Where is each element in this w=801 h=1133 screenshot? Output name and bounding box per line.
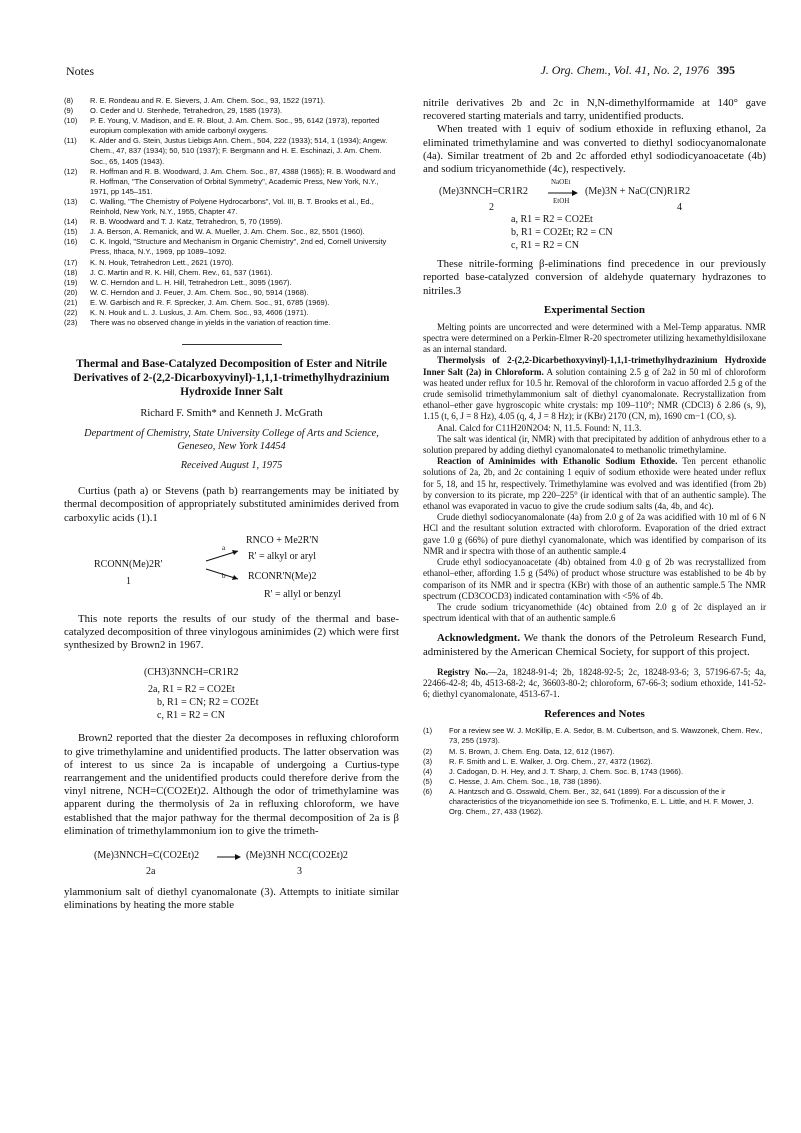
eq4-products: (Me)3N + NaC(CN)R1R2 [585, 186, 691, 198]
structure-2b: b, R1 = CN; R2 = CO2Et [157, 697, 259, 709]
reference-item [64, 106, 399, 116]
running-head-journal [540, 63, 735, 78]
eq3-label-2a: 2a [146, 866, 156, 877]
structure-2c: c, R1 = R2 = CN [157, 710, 225, 722]
reference-item [64, 318, 399, 328]
eq4-reactant: (Me)3NNCH=CR1R2 [439, 186, 528, 198]
reference-item [64, 136, 399, 166]
reference-item [64, 288, 399, 298]
reference-text: K. N. Houk and L. J. Luskus, J. Am. Chem. Soc., 93, 4606 (1971). [90, 307, 309, 317]
eq4-label-4: 4 [677, 202, 682, 214]
eq4-label-2: 2 [489, 202, 494, 214]
reference-number: (5) [423, 776, 433, 786]
reference-number: (3) [423, 756, 433, 766]
reference-text: M. S. Brown, J. Chem. Eng. Data, 12, 612 (1967). [449, 746, 615, 756]
bottom-reference-list [423, 726, 766, 817]
reference-text: K. Alder and G. Stein, Justus Liebigs Ann. Chem., 504, 222 (1933); 514, 1 (1934); Angew. Chem., 47, 837 (1934); 50, 510 (1937); F. Bergmann and H. E. Eschinazi, J. Am. Chem. Soc., 65, 1405 (1943). [90, 136, 388, 166]
reference-item [64, 308, 399, 318]
reference-item [423, 767, 766, 777]
reference-text: J. A. Berson, A. Remanick, and W. A. Mueller, J. Am. Chem. Soc., 82, 5501 (1960). [90, 227, 365, 237]
reference-item [64, 96, 399, 106]
reference-text: E. W. Garbisch and R. F. Sprecker, J. Am. Chem. Soc., 91, 6785 (1969). [90, 297, 330, 307]
exp-paragraph-thermolysis [423, 355, 766, 422]
right-column [423, 97, 766, 817]
reference-number: (17) [64, 257, 78, 267]
path-a-label: a [222, 543, 226, 552]
reference-number: (16) [64, 237, 78, 247]
exp-paragraph-4b: Crude ethyl sodiocyanoacetate (4b) obtained from 4.0 g of 2b was recrystallized from ethanol–ether, affording 1.5 g (54%) of product whose structure was established to be 4b by comparison of its NMR and ir spectra (KBr) with those of an authentic sample.5 The NMR spectrum (CD3COCD3) indicated contamination with <5% of 4b. [423, 557, 766, 601]
reference-number: (10) [64, 116, 78, 126]
exp-paragraph-4c: The crude sodium tricyanomethide (4c) obtained from 2.0 g of 2c displayed an ir spectrum identical with that of an authentic sample.6 [423, 601, 766, 624]
reference-text: C. K. Ingold, "Structure and Mechanism in Organic Chemistry", 2nd ed, Cornell University Press, Ithaca, N.Y., 1969, pp 1089–1092. [90, 237, 387, 257]
reference-number: (12) [64, 166, 78, 176]
registry-numbers [423, 667, 766, 701]
eq4-solvent: EtOH [553, 197, 570, 206]
reference-number: (2) [423, 746, 433, 756]
reference-number: (1) [423, 726, 433, 736]
scheme1-label: 1 [126, 575, 131, 587]
reference-text: C. Hesse, J. Am. Chem. Soc., 18, 738 (1896). [449, 776, 602, 786]
reference-text: There was no observed change in yields in the variation of reaction time. [90, 318, 331, 328]
reference-number: (23) [64, 318, 78, 328]
reference-text: R. B. Woodward and T. J. Katz, Tetrahedron, 5, 70 (1959). [90, 217, 283, 227]
reference-text: J. Cadogan, D. H. Hey, and J. T. Sharp, J. Chem. Soc. B, 1743 (1966). [449, 766, 684, 776]
top-reference-list [64, 96, 399, 328]
left-column [64, 96, 399, 912]
reference-number: (15) [64, 227, 78, 237]
eq4-variant-a: a, R1 = R2 = CO2Et [511, 214, 593, 226]
article-title: Thermal and Base-Catalyzed Decomposition of Ester and Nitrile Derivatives of 2-(2,2-Dicarboxyvinyl)-1,1,1-trimethylhydrazinium Hydroxide Inner Salt [73, 358, 390, 399]
paragraph-nitrile: nitrile derivatives 2b and 2c in N,N-dimethylformamide at 140° gave recovered starting materials and tarry, unidentified products. [423, 97, 766, 123]
reference-text: J. C. Martin and R. K. Hill, Chem. Rev., 61, 537 (1961). [90, 267, 273, 277]
reference-text: R. Hoffman and R. B. Woodward, J. Am. Chem. Soc., 87, 4388 (1965); R. B. Woodward and R. Hoffman, "The Conservation of Orbital Symmetry", Academic Press, New York, N.Y., 1971, pp 145–151. [90, 166, 396, 196]
structure-2 [144, 666, 399, 722]
eq4-reagent: NaOEt [551, 178, 571, 187]
reference-text: O. Ceder and U. Stenhede, Tetrahedron, 29, 1585 (1973). [90, 106, 283, 116]
reference-item [64, 278, 399, 288]
reference-text: W. C. Herndon and L. H. Hill, Tetrahedron Lett., 3095 (1967). [90, 277, 292, 287]
reference-number: (6) [423, 786, 433, 796]
acknowledgment-text: We thank the donors of the Petroleum Research Fund, administered by the American Chemical Society, for support of this project. [423, 632, 766, 658]
registry-text: —2a, 18248-91-4; 2b, 18248-92-5; 2c, 18248-93-6; 3, 57196-67-5; 4a, 22466-42-8; 4b, 4513-68-2; 4c, 36603-80-2; chloroform, 67-66-3; sodium ethoxide, 141-52-6; diethyl cyanomalonate, 4513-67-1. [423, 666, 766, 700]
reference-item [64, 258, 399, 268]
article-authors: Richard F. Smith* and Kenneth J. McGrath [140, 408, 323, 420]
structure-2a: 2a, R1 = R2 = CO2Et [148, 684, 235, 696]
reference-item [64, 116, 399, 136]
equation-2a-to-3 [64, 846, 399, 880]
reference-item [423, 777, 766, 787]
reference-number: (18) [64, 267, 78, 277]
received-date: Received August 1, 1975 [180, 460, 283, 472]
eq3-reactant: (Me)3NNCH=C(CO2Et)2 [94, 850, 200, 861]
exp-paragraph-anal: Anal. Calcd for C11H20N2O4: N, 11.5. Found: N, 11.3. [437, 422, 642, 433]
reference-item [423, 787, 766, 817]
eq4-variant-b: b, R1 = CO2Et; R2 = CN [511, 227, 613, 239]
reference-text: R. F. Smith and L. E. Walker, J. Org. Chem., 27, 4372 (1962). [449, 756, 653, 766]
experimental-heading: Experimental Section [543, 303, 646, 316]
author-affiliation: Department of Chemistry, State University College of Arts and Science, Geneseo, New York 14454 [84, 428, 379, 453]
path-b-label: b [222, 571, 226, 580]
page-number: 395 [717, 63, 735, 77]
reference-item [423, 757, 766, 767]
reference-number: (22) [64, 307, 78, 317]
exp-paragraph-salt: The salt was identical (ir, NMR) with that precipitated by addition of anhydrous ether to a solution prepared by adding diethyl cyanomalonate4 to methanolic trimethylamine. [423, 433, 766, 456]
reference-item [64, 227, 399, 237]
reference-number: (20) [64, 287, 78, 297]
exp-heading-ethoxide: Reaction of Aminimides with Ethanolic Sodium Ethoxide. [437, 456, 678, 467]
eq3-arrow [216, 852, 242, 862]
reference-item [64, 167, 399, 197]
reference-text: K. N. Houk, Tetrahedron Lett., 2621 (1970). [90, 257, 234, 267]
scheme-1 [64, 529, 399, 609]
paragraph-precedence: These nitrile-forming β-eliminations find precedence in our previously reported base-catalyzed conversion of aldehyde quaternary hydrazones to nitriles.3 [423, 258, 766, 297]
exp-paragraph-ethoxide [423, 456, 766, 512]
reference-number: (4) [423, 766, 433, 776]
acknowledgment-label: Acknowledgment. [437, 632, 521, 645]
registry-label: Registry No. [437, 666, 489, 677]
eq4-variant-c: c, R1 = R2 = CN [511, 240, 579, 252]
reference-number: (9) [64, 106, 74, 116]
reference-item [423, 747, 766, 757]
eq3-product: (Me)3NH NCC(CO2Et)2 [246, 850, 348, 861]
reference-item [64, 268, 399, 278]
path-b-condition: R' = allyl or benzyl [264, 588, 341, 600]
paragraph-ethoxide: When treated with 1 equiv of sodium ethoxide in refluxing ethanol, 2a eliminated trimethylamine and was converted to diethyl sodiocyanomalonate (4a). Similar treatment of 2b and 2c afforded ethyl sodiodicyanoacetate (4b) and sodium tricyanomethide (4c), respectively. [423, 123, 766, 176]
reference-item [64, 298, 399, 308]
journal-citation: J. Org. Chem., Vol. 41, No. 2, 1976 [540, 63, 709, 77]
reference-text: W. C. Herndon and J. Feuer, J. Am. Chem. Soc., 90, 5914 (1968). [90, 287, 309, 297]
reference-number: (19) [64, 277, 78, 287]
exp-heading-thermolysis: Thermolysis of 2-(2,2-Dicarbethoxyvinyl)-1,1,1-trimethylhydrazinium Hydroxide Inner Salt (2a) in Chloroform. [423, 355, 766, 377]
reference-text: P. E. Young, V. Madison, and E. R. Blout, J. Am. Chem. Soc., 95, 6142 (1973), reported europium complexation with amide carbonyl oxygens. [90, 116, 380, 136]
reference-number: (11) [64, 136, 77, 146]
reference-number: (14) [64, 217, 78, 227]
eq3-label-3: 3 [297, 866, 302, 877]
path-a-product: RNCO + Me2R'N [246, 534, 319, 546]
acknowledgment [423, 632, 766, 658]
path-a-condition: R' = alkyl or aryl [248, 550, 316, 562]
reference-number: (8) [64, 96, 74, 105]
reference-text: R. E. Rondeau and R. E. Sievers, J. Am. Chem. Soc., 93, 1522 (1971). [90, 96, 326, 105]
reference-item [64, 217, 399, 227]
exp-paragraph-general: Melting points are uncorrected and were determined with a Mel-Temp apparatus. NMR spectra were determined on a Perkin-Elmer R-20 spectrometer utilizing hexamethyldisiloxane as an internal standard. [423, 321, 766, 355]
exp-text-ethoxide: Ten percent ethanolic solutions of 2a, 2b, and 2c containing 1 equiv of sodium ethoxide were heated under reflux for 5, 18, and 15 hr, respectively. Trimethylamine was evolved and was identified (from 2b) by conversion to its picrate, mp 220–225° (ir identical with that of an authentic sample). The ethanol was evaporated in vacuo to give the crude sodium salts (4a, 4b, and 4c). [423, 456, 766, 512]
structure-2-formula: (CH3)3NNCH=CR1R2 [144, 667, 239, 679]
reference-text: A. Hantzsch and G. Osswald, Chem. Ber., 32, 641 (1899). For a discussion of the ir characteristics of the tricyanomethide ion see S. Trofimenko, E. L. Little, and H. F. Mower, J. Org. Chem., 27, 433 (1962). [449, 786, 754, 817]
equation-2-to-4 [423, 178, 766, 254]
paragraph-intro: Curtius (path a) or Stevens (path b) rearrangements may be initiated by thermal decomposition of appropriately substituted aminimides derived from carboxylic acids (1).1 [64, 485, 399, 524]
reference-number: (13) [64, 196, 78, 206]
paragraph-study: This note reports the results of our study of the thermal and base-catalyzed decomposition of three vinylogous aminimides (2) which were first synthesized by Brown2 in 1967. [64, 612, 399, 652]
references-heading: References and Notes [544, 708, 645, 721]
scheme1-reactant: RCONN(Me)2R' [94, 558, 163, 570]
paragraph-attempts: ylammonium salt of diethyl cyanomalonate (3). Attempts to initiate similar eliminations by heating the more stable [64, 886, 399, 912]
section-divider [182, 344, 282, 345]
reference-item [64, 197, 399, 217]
reference-number: (21) [64, 297, 78, 307]
reference-text: C. Walling, "The Chemistry of Polyene Hydrocarbons", Vol. III, B. T. Brooks et al., Ed., Reinhold, New York, N.Y., 1955, Chapter 47. [90, 196, 374, 217]
exp-text-thermolysis: A solution containing 2.5 g of 2a2 in 50 ml of chloroform was heated under reflux for 10.5 hr. Removal of the chloroform in vacuo afforded 2.5 g of the crude semisolid trimethylammonium salt of diethyl cyanomalonate. Recrystallization from ethanol–ether gave hygroscopic white crystals: mp 109–110°; NMR (CDCl3) δ 2.86 (s, 9), 1.15 (t, 6, J = 8 Hz), 4.05 (q, 4, J = 8 Hz); ir (KBr) 2170 (CN, m), 1690 cm−1 (CO, s). [423, 366, 766, 422]
exp-paragraph-4a: Crude diethyl sodiocyanomalonate (4a) from 2.0 g of 2a was acidified with 10 ml of 6 N HCl and the resultant solution extracted with chloroform. Evaporation of the dried extract gave 1.0 g (66%) of pure diethyl cyanomalonate, which was identified by comparison of its NMR and ir spectra with those of an authentic sample.4 [423, 512, 766, 556]
reference-item [64, 237, 399, 257]
running-head-section: Notes [66, 64, 94, 78]
paragraph-brown: Brown2 reported that the diester 2a decomposes in refluxing chloroform to give trimethylamine and unidentified products. The latter observation was of interest to us since 2a is incapable of undergoing a Curtius-type rearrangement and the unidentified products could therefore derive from the vinyl nitrene, NCH=C(CO2Et)2. Although the odor of trimethylamine was apparent during the thermolysis of 2a in refluxing chloroform, we have established that the major pathway for the thermal decomposition of 2a is β elimination of trimethylammonium ion to give the trimeth- [64, 732, 399, 837]
reference-text: For a review see W. J. McKillip, E. A. Sedor, B. M. Culbertson, and S. Wawzonek, Chem. Rev., 73, 255 (1973). [449, 726, 763, 746]
path-b-product: RCONR'N(Me)2 [248, 570, 317, 582]
reference-item [423, 726, 766, 746]
